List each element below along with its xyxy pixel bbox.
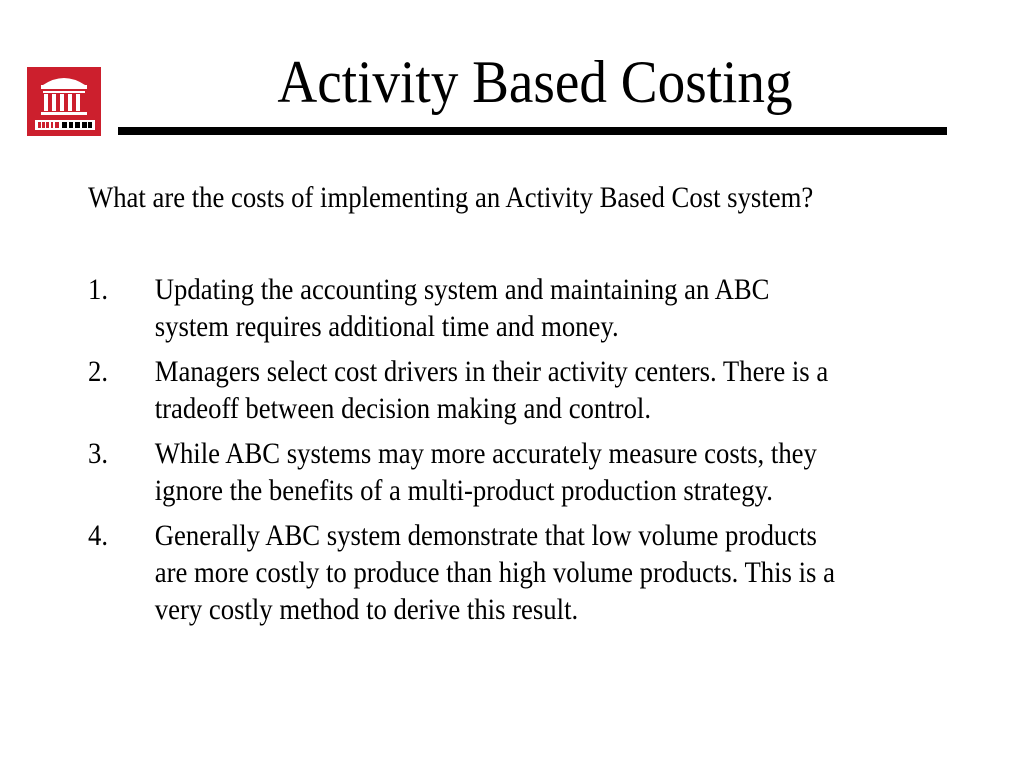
mit-sloan-logo <box>27 67 101 136</box>
mit-sloan-logo-icon <box>27 67 101 136</box>
list-item-line: Updating the accounting system and maintaining an ABC <box>154 273 770 306</box>
list-item-text <box>155 271 978 345</box>
list-item-number: 2. <box>88 355 109 388</box>
cost-list <box>88 271 978 636</box>
slide-title: Activity Based Costing <box>277 49 793 115</box>
list-item-line: ignore the benefits of a multi-product production strategy. <box>154 474 773 507</box>
list-item-number: 3. <box>88 437 109 470</box>
list-item-line: While ABC systems may more accurately measure costs, they <box>154 437 817 470</box>
list-item-text <box>155 517 978 628</box>
list-item-text <box>155 353 978 427</box>
list-item-line: tradeoff between decision making and control. <box>154 392 652 425</box>
list-item-number: 4. <box>88 519 109 552</box>
list-item-number: 1. <box>88 273 109 306</box>
list-item-line: very costly method to derive this result. <box>154 593 579 626</box>
list-item <box>88 435 978 509</box>
list-item-line: are more costly to produce than high volume products. This is a <box>154 556 835 589</box>
list-item-line: Generally ABC system demonstrate that low volume products <box>154 519 817 552</box>
list-item <box>88 271 978 345</box>
list-item <box>88 353 978 427</box>
list-item-line: system requires additional time and money. <box>154 310 619 343</box>
title-underline <box>118 127 947 135</box>
intro-question: What are the costs of implementing an Activity Based Cost system? <box>88 181 814 214</box>
list-item-line: Managers select cost drivers in their activity centers. There is a <box>154 355 829 388</box>
list-item <box>88 517 978 628</box>
list-item-text <box>155 435 978 509</box>
